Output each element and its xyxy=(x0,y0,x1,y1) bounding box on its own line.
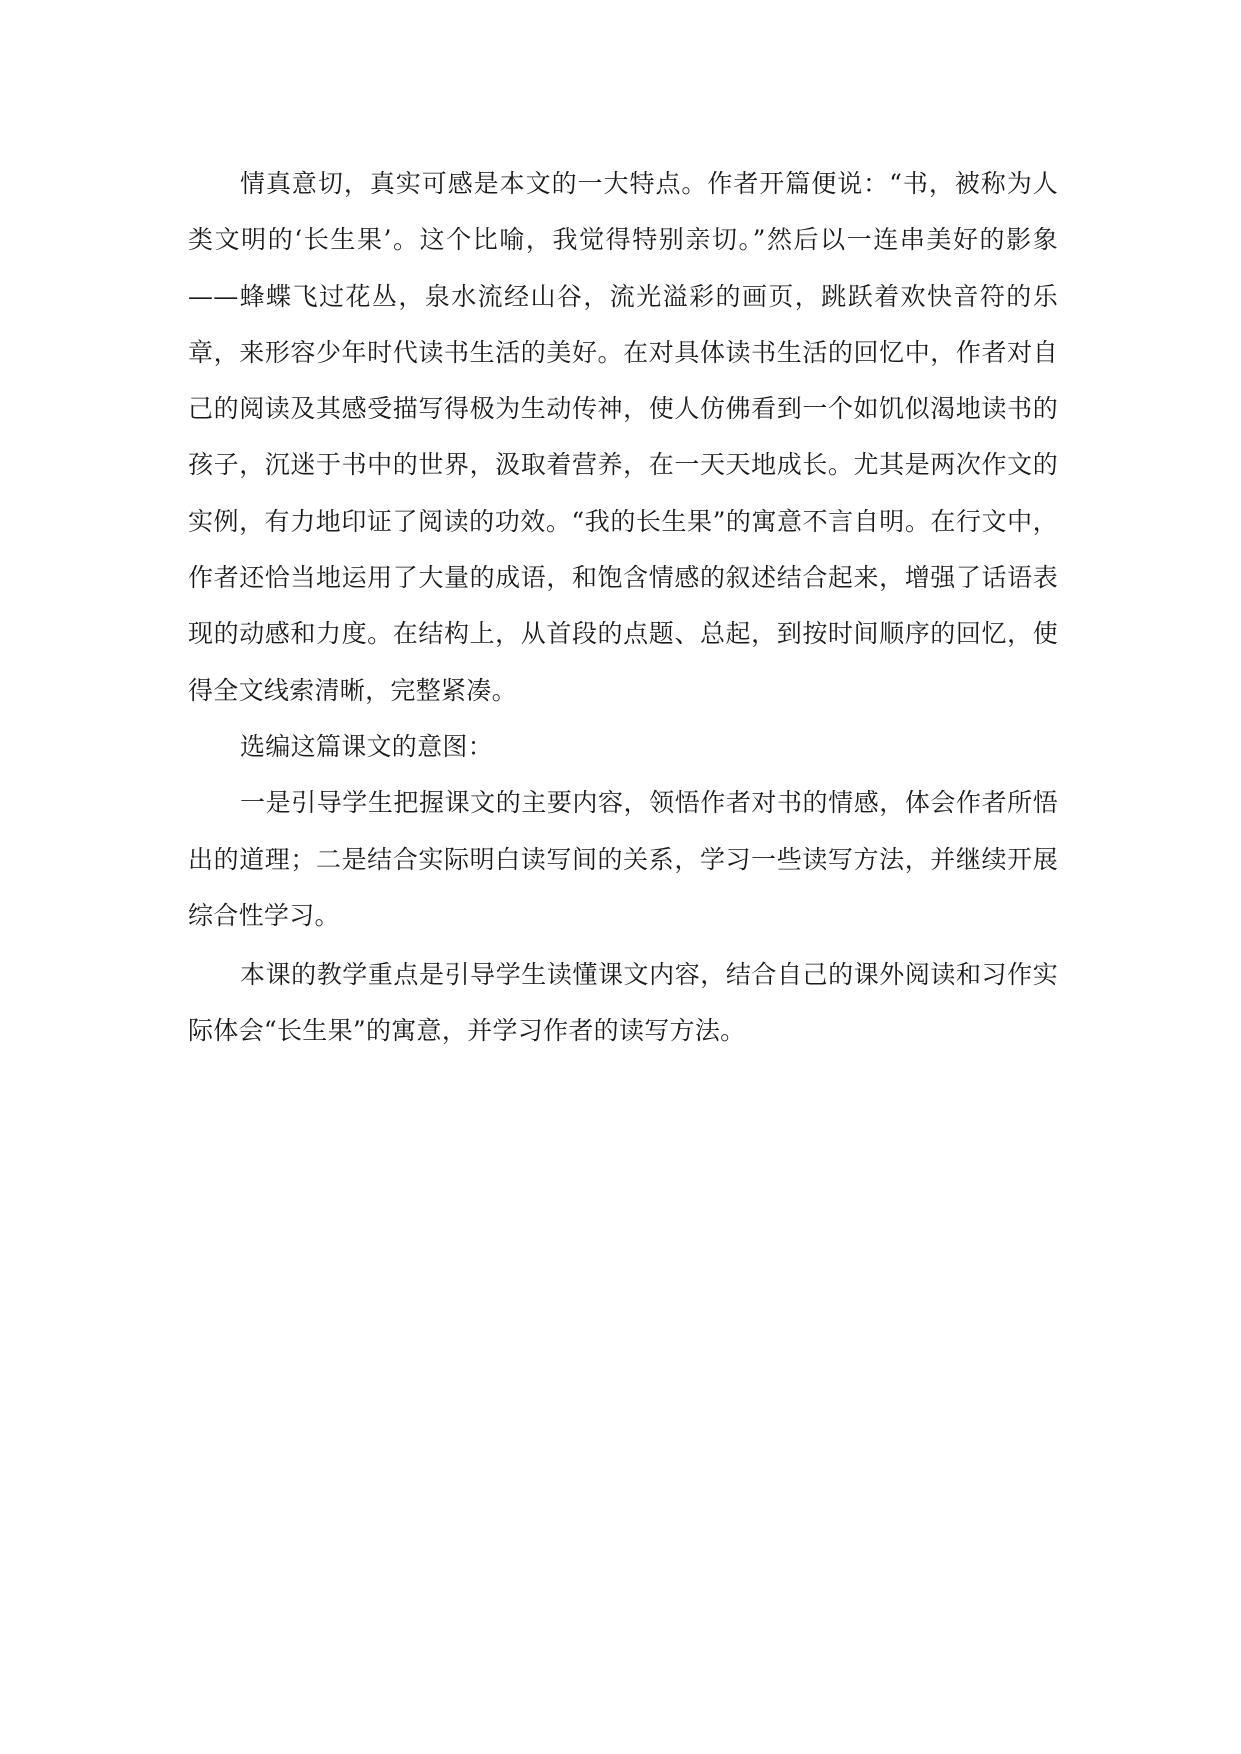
paragraph-intent-detail: 一是引导学生把握课文的主要内容，领悟作者对书的情感，体会作者所悟出的道理；二是结合实际明白读写间的关系，学习一些读写方法，并继续开展综合性学习。 xyxy=(188,788,1058,930)
paragraph-teaching-focus: 本课的教学重点是引导学生读懂课文内容，结合自己的课外阅读和习作实际体会“长生果”的寓意，并学习作者的读写方法。 xyxy=(188,960,1058,1046)
document-body xyxy=(188,156,1058,1060)
paragraph-intent-heading: 选编这篇课文的意图： xyxy=(240,731,494,761)
paragraph-analysis: 情真意切，真实可感是本文的一大特点。作者开篇便说：“书，被称为人类文明的‘长生果’。这个比喻，我觉得特别亲切。”然后以一连串美好的影象——蜂蝶飞过花丛，泉水流经山谷，流光溢彩的画页，跳跃着欢快音符的乐章，来形容少年时代读书生活的美好。在对具体读书生活的回忆中，作者对自己的阅读及其感受描写得极为生动传神，使人仿佛看到一个如饥似渴地读书的孩子，沉迷于书中的世界，汲取着营养，在一天天地成长。尤其是两次作文的实例，有力地印证了阅读的功效。“我的长生果”的寓意不言自明。在行文中，作者还恰当地运用了大量的成语，和饱含情感的叙述结合起来，增强了话语表现的动感和力度。在结构上，从首段的点题、总起，到按时间顺序的回忆，使得全文线索清晰，完整紧凑。 xyxy=(188,169,1058,705)
